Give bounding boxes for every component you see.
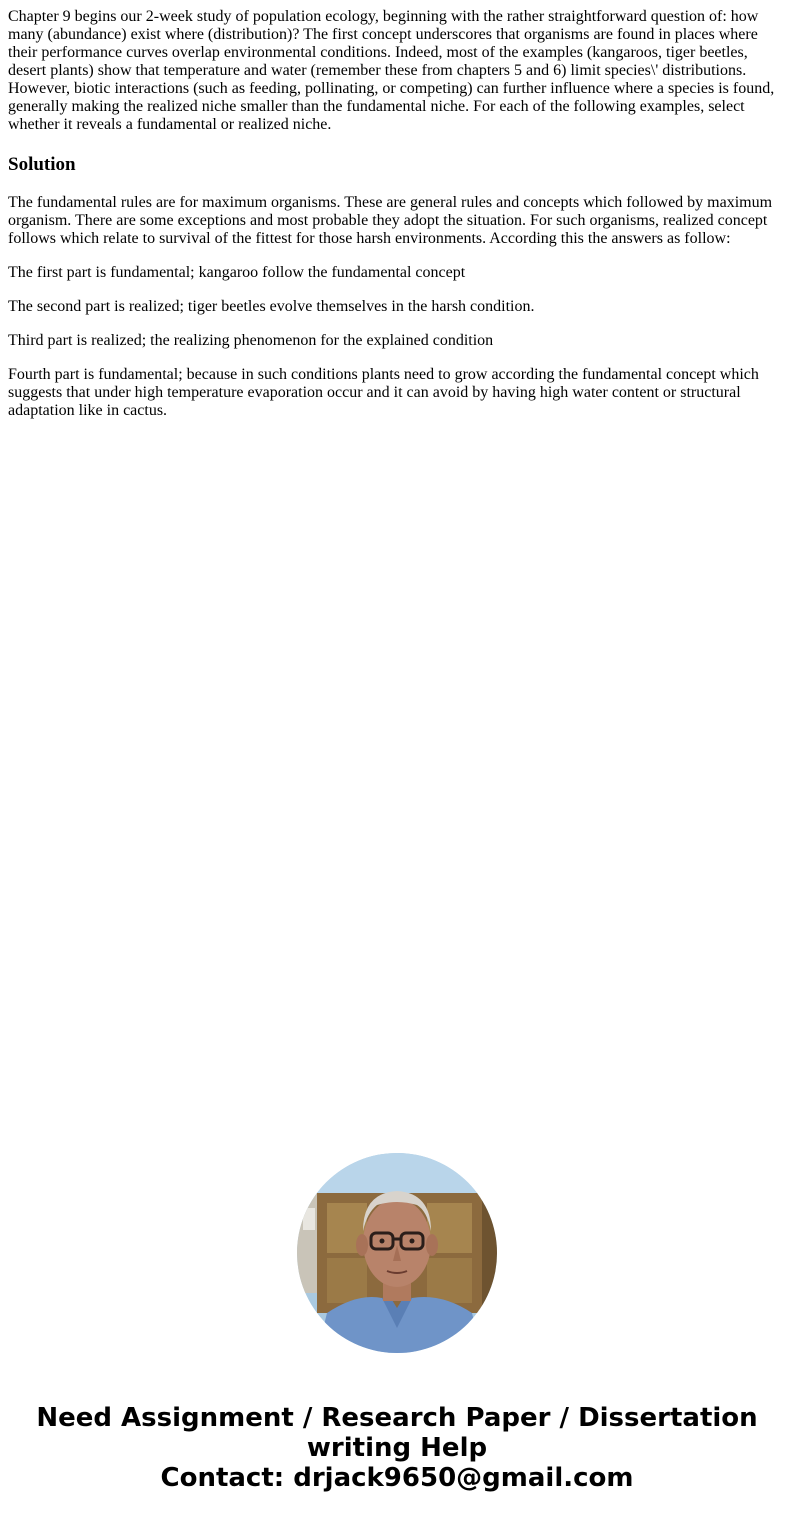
solution-answer-third: Third part is realized; the realizing phenomenon for the explained condition [8,332,494,349]
solution-answer-first: The first part is fundamental; kangaroo follow the fundamental concept [8,264,466,281]
solution-intro-paragraph: The fundamental rules are for maximum organisms. These are general rules and concepts which followed by maximum organism. There are some exceptions and most probable they adopt the situation. For such organisms, realized concept follows which relate to survival of the fittest for those harsh environments. According this the answers as follow: [8,194,773,247]
promo-contact-email: Contact: drjack9650@gmail.com [160,1463,634,1493]
solution-answer-fourth: Fourth part is fundamental; because in such conditions plants need to grow according the fundamental concept which suggests that under high temperature evaporation occur and it can avoid by having high water content or structural adaptation like in cactus. [8,366,759,419]
help-contact-banner [0,1403,794,1493]
solution-heading: Solution [8,154,76,175]
author-avatar [297,1153,497,1353]
author-portrait-image [297,1153,497,1353]
question-text: Chapter 9 begins our 2-week study of population ecology, beginning with the rather straightforward question of: how many (abundance) exist where (distribution)? The first concept underscores that organisms are found in places where their performance curves overlap environmental conditions. Indeed, most of the examples (kangaroos, tiger beetles, desert plants) show that temperature and water (remember these from chapters 5 and 6) limit species\' distributions. However, biotic interactions (such as feeding, pollinating, or competing) can further influence where a species is found, generally making the realized niche smaller than the fundamental niche. For each of the following examples, select whether it reveals a fundamental or realized niche. [8,8,775,133]
promo-line-2: writing Help [306,1433,488,1463]
document-content [8,8,778,436]
solution-answer-second: The second part is realized; tiger beetles evolve themselves in the harsh condition. [8,298,535,315]
promo-line-1: Need Assignment / Research Paper / Dissertation [36,1403,758,1433]
